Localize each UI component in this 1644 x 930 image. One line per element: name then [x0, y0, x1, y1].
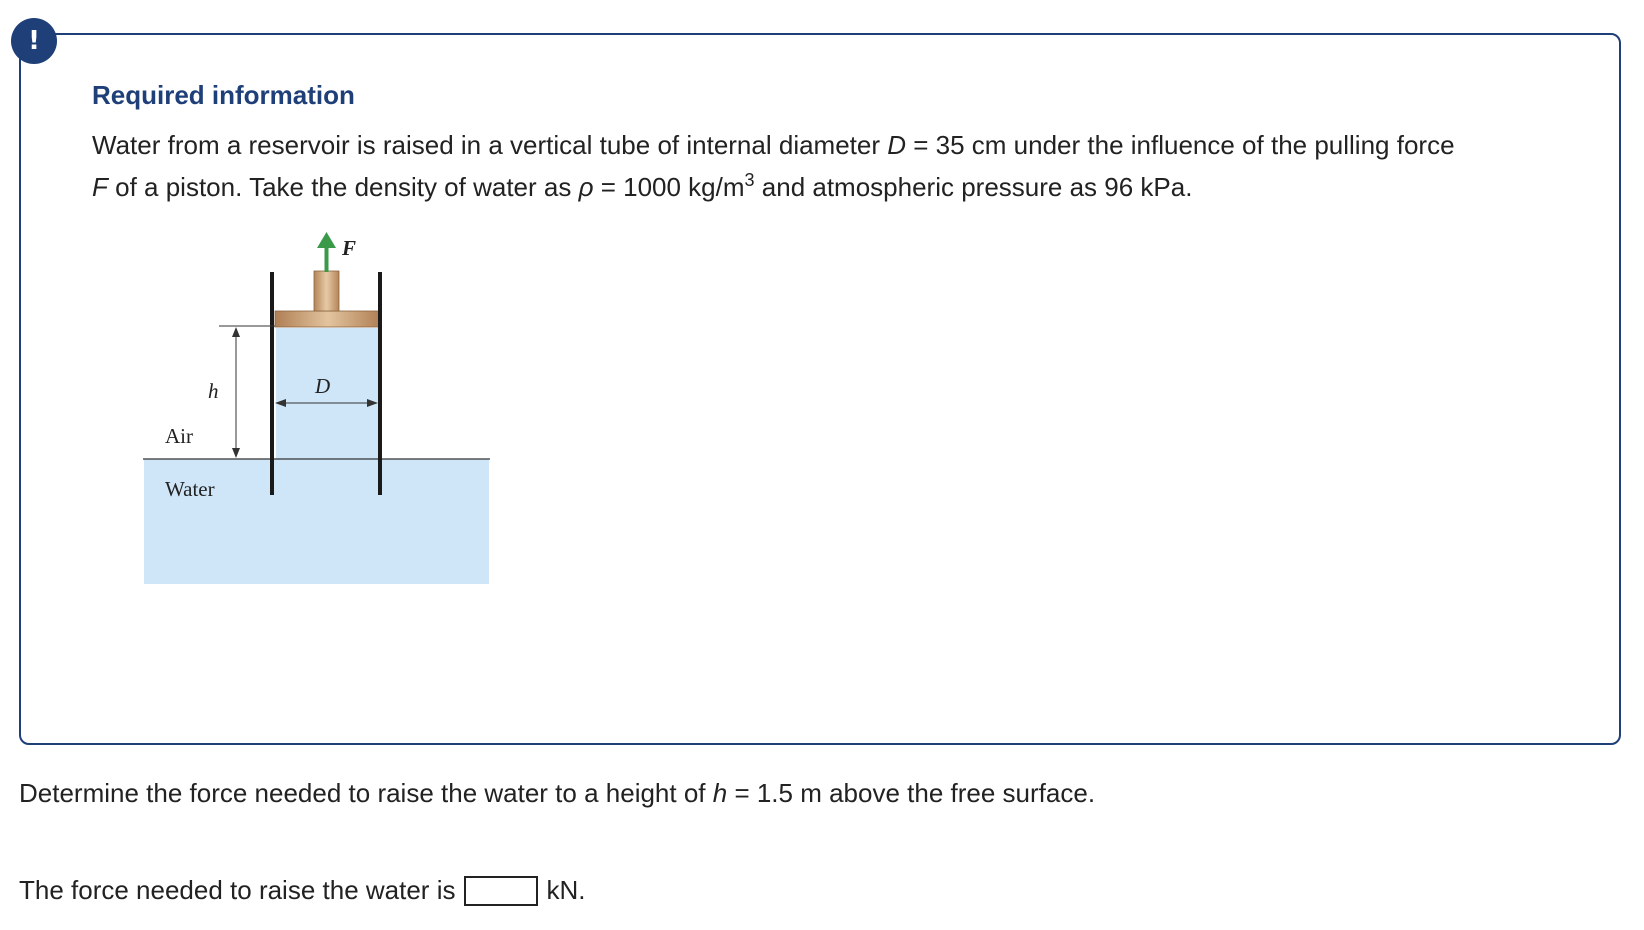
alert-badge [11, 18, 57, 64]
variable-d: D [887, 130, 907, 160]
answer-line [19, 875, 585, 906]
statement-text: Water from a reservoir is raised in a vertical tube of internal diameter [92, 130, 888, 160]
piston-rod [314, 271, 339, 311]
variable-f: F [92, 172, 108, 202]
height-label: h [208, 379, 219, 403]
height-arrow-up [232, 327, 240, 337]
problem-statement [92, 124, 1562, 208]
diameter-label: D [315, 374, 331, 398]
force-answer-input[interactable] [464, 876, 538, 906]
statement-text: of a piston. Take the density of water as [107, 172, 579, 202]
answer-unit: kN. [546, 875, 586, 905]
air-label: Air [165, 424, 193, 448]
answer-prefix: The force needed to raise the water is [19, 875, 456, 905]
variable-h: h [712, 778, 728, 808]
exclamation-icon: ! [28, 26, 40, 56]
statement-text: = 35 cm under the influence of the pulling force [906, 130, 1455, 160]
exponent: 3 [744, 170, 755, 190]
question-part: = 1.5 m above the free surface. [727, 778, 1096, 808]
piston-head [275, 311, 381, 327]
statement-text: and atmospheric pressure as 96 kPa. [754, 172, 1193, 202]
force-arrow-head [317, 232, 336, 248]
variable-rho: ρ [578, 172, 594, 202]
question-text [19, 778, 1095, 809]
water-label: Water [165, 477, 215, 501]
force-label: F [342, 236, 357, 260]
question-part: Determine the force needed to raise the water to a height of [19, 778, 713, 808]
height-arrow-down [232, 448, 240, 458]
piston-diagram [140, 230, 500, 590]
tube-wall-left [270, 272, 274, 495]
tube-wall-right [378, 272, 382, 495]
info-title: Required information [92, 80, 355, 110]
statement-text: = 1000 kg/m [593, 172, 745, 202]
